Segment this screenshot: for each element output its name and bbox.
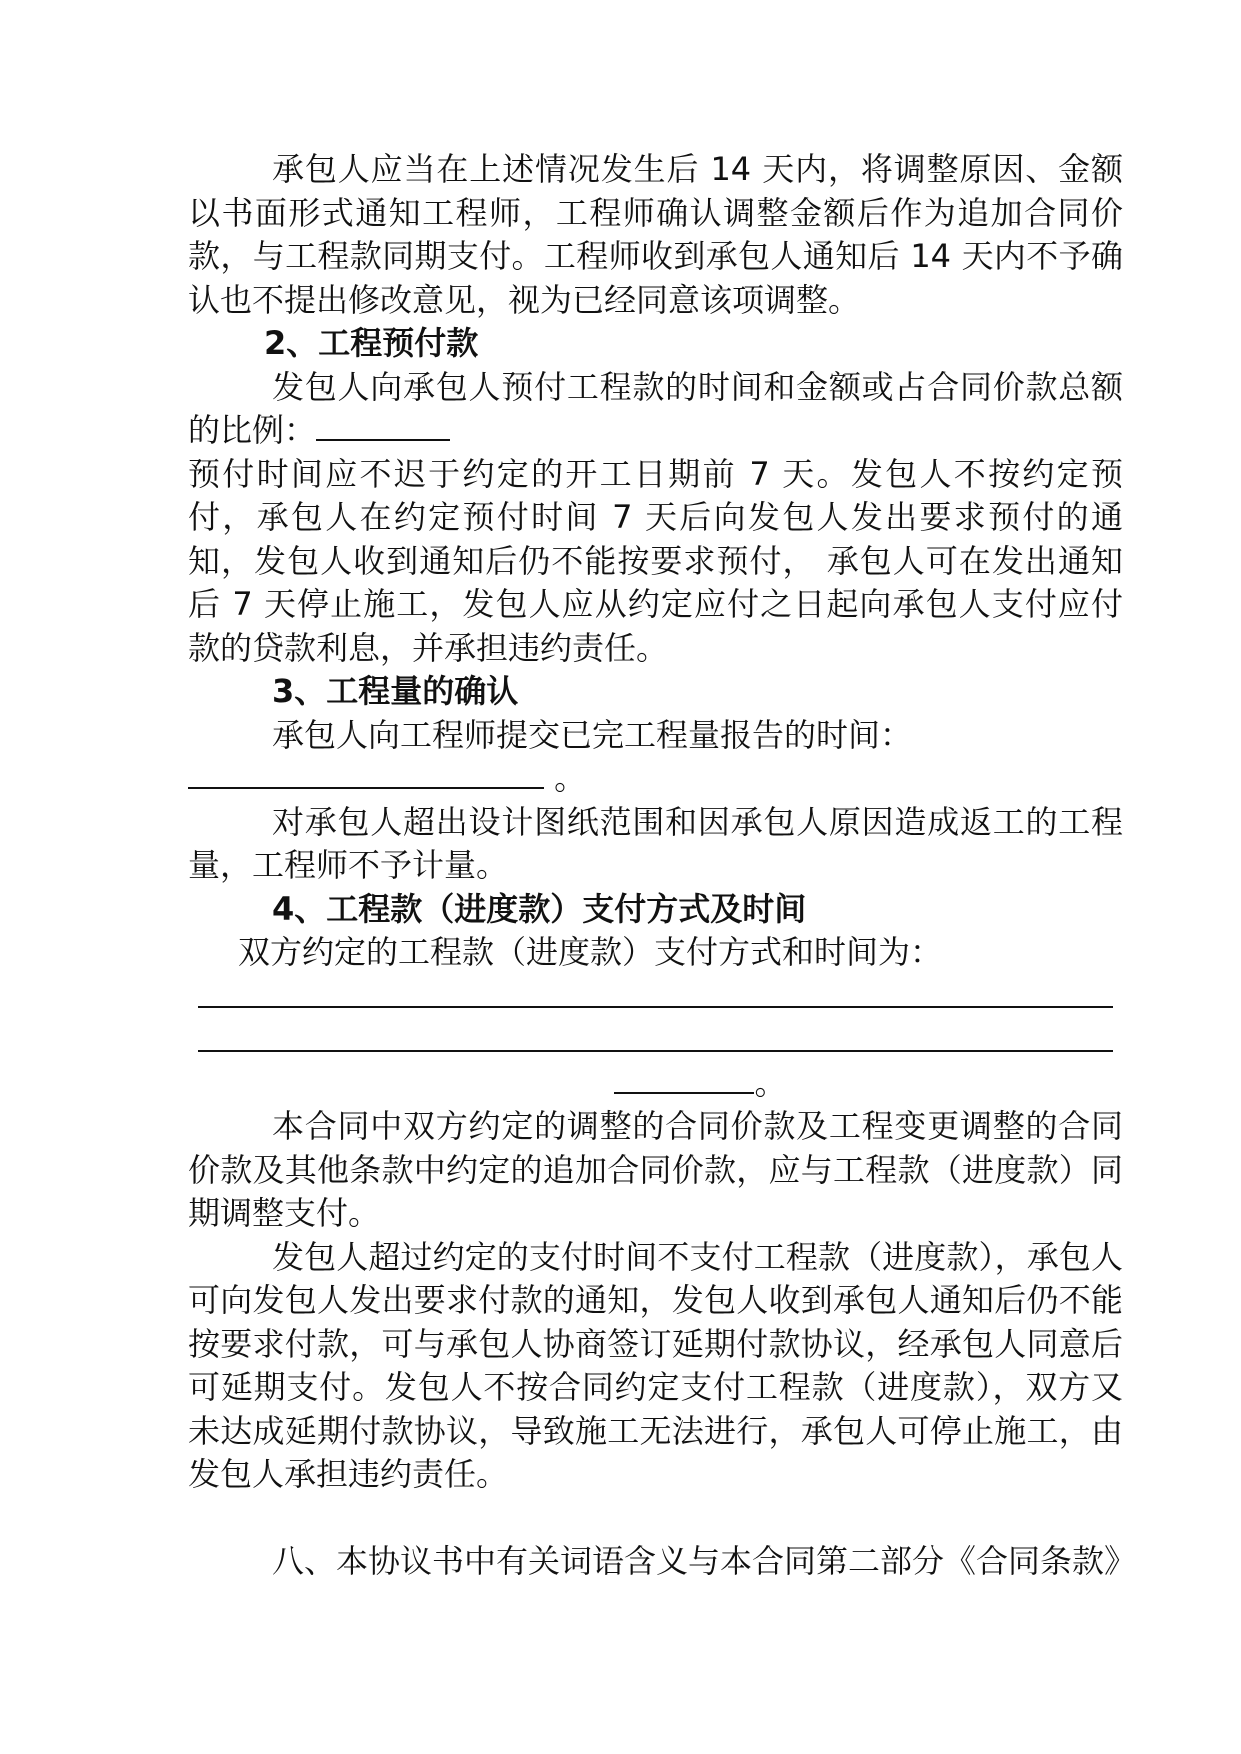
quantity-report-text: 承包人向工程师提交已完工程量报告的时间： xyxy=(272,715,913,754)
payment-method-blank-line-2[interactable] xyxy=(188,1018,1123,1062)
heading-quantity-confirmation: 3、工程量的确认 xyxy=(272,672,519,710)
paragraph-late-payment: 发包人超过约定的支付时间不支付工程款（进度款），承包人可向发包人发出要求付款的通知，发包人收到承包人通知后仍不能按要求付款，可与承包人协商签订延期付款协议，经承包人同意后可延期支付。发包人不按合同约定支付工程款（进度款），双方又未达成延期付款协议，导致施工无法进行，承包人可停止施工，由发包人承担违约责任。 xyxy=(188,1237,1123,1493)
quantity-report-blank[interactable] xyxy=(188,757,544,789)
payment-method-blank-line-1[interactable] xyxy=(188,975,1123,1019)
quantity-report-end: 。 xyxy=(544,759,587,797)
heading-progress-payment: 4、工程款（进度款）支付方式及时间 xyxy=(272,889,807,928)
paragraph-quantity-report-time xyxy=(188,714,1123,801)
payment-method-blank-line-3 xyxy=(188,1062,1123,1106)
spacer xyxy=(188,1497,1123,1541)
paragraph-quantity-exclusion: 对承包人超出设计图纸范围和因承包人原因造成返工的工程量，工程师不予计量。 xyxy=(188,802,1123,884)
text-column xyxy=(188,148,1137,1584)
paragraph-price-adjustment-notice: 承包人应当在上述情况发生后 14 天内，将调整原因、金额以书面形式通知工程师，工程师确认调整金额后作为追加合同价款，与工程款同期支付。工程师收到承包人通知后 14 天内不予确认也不提出修改意见，视为已经同意该项调整。 xyxy=(188,150,1123,319)
payment-method-blank-short[interactable] xyxy=(614,1062,754,1094)
advance-payment-blank[interactable] xyxy=(316,409,450,441)
advance-payment-text: 发包人向承包人预付工程款的时间和金额或占合同价款总额的比例： xyxy=(188,367,1123,449)
paragraph-advance-payment-terms: 预付时间应不迟于约定的开工日期前 7 天。发包人不按约定预付，承包人在约定预付时间 7 天后向发包人发出要求预付的通知，发包人收到通知后仍不能按要求预付， 承包人可在发出通知后 7 天停止施工，发包人应从约定应付之日起向承包人支付应付款的贷款利息，并承担违约责任。 xyxy=(188,454,1123,667)
paragraph-article-eight: 八、本协议书中有关词语含义与本合同第二部分《合同条款》 xyxy=(272,1542,1137,1580)
heading-advance-payment: 2、工程预付款 xyxy=(264,324,479,362)
paragraph-progress-payment-method: 双方约定的工程款（进度款）支付方式和时间为： xyxy=(238,933,943,971)
paragraph-advance-payment-amount xyxy=(188,366,1123,453)
payment-method-end: 。 xyxy=(754,1063,787,1102)
paragraph-adjusted-price-payment: 本合同中双方约定的调整的合同价款及工程变更调整的合同价款及其他条款中约定的追加合同价款，应与工程款（进度款）同期调整支付。 xyxy=(188,1107,1123,1232)
